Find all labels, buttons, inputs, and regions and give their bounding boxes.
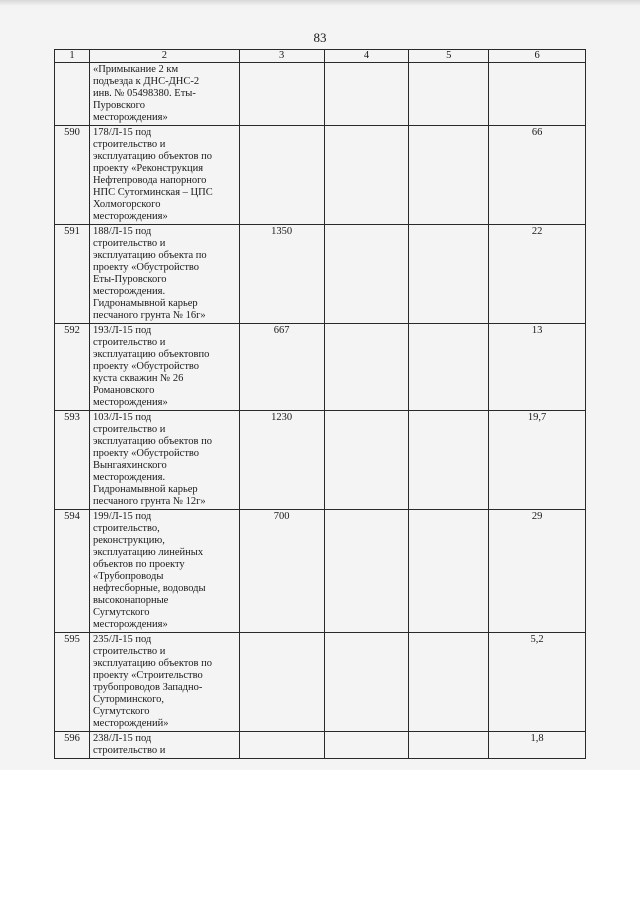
table-row [55,732,586,759]
row-col6: 5,2 [489,633,586,732]
row-description: 103/Л-15 под строительство и эксплуатацию объектов по проекту «Обустройство Вынгаяхинского месторождения. Гидронамывной карьер песчаного грунта № 12г» [89,411,239,510]
row-description: 188/Л-15 под строительство и эксплуатацию объекта по проекту «Обустройство Еты-Пуровского месторождения. Гидронамывной карьер песчаного грунта № 16г» [89,225,239,324]
row-number: 593 [55,411,90,510]
row-col3: 1230 [239,411,324,510]
scan-edge [0,0,640,6]
row-col6: 19,7 [489,411,586,510]
row-number [55,63,90,126]
row-col6: 29 [489,510,586,633]
row-col3: 667 [239,324,324,411]
row-col4 [324,510,409,633]
row-number: 591 [55,225,90,324]
row-description: 238/Л-15 под строительство и [89,732,239,759]
row-col5 [409,732,489,759]
row-col5 [409,225,489,324]
table-row [55,225,586,324]
row-description: «Примыкание 2 км подъезда к ДНС-ДНС-2 инв. № 05498380. Еты- Пуровского месторождения» [89,63,239,126]
column-header-6: 6 [489,50,586,63]
table-row [55,63,586,126]
row-number: 594 [55,510,90,633]
row-col3 [239,63,324,126]
row-description: 199/Л-15 под строительство, реконструкцию, эксплуатацию линейных объектов по проекту «Трубопроводы нефтесборные, водоводы высоконапорные Сугмутского месторождения» [89,510,239,633]
row-col6: 1,8 [489,732,586,759]
row-number: 596 [55,732,90,759]
row-col6: 13 [489,324,586,411]
row-description: 193/Л-15 под строительство и эксплуатацию объектовпо проекту «Обустройство куста скважин № 26 Романовского месторождения» [89,324,239,411]
table-row [55,633,586,732]
land-plots-table [54,49,586,759]
column-header-1: 1 [55,50,90,63]
row-description: 178/Л-15 под строительство и эксплуатацию объектов по проекту «Реконструкция Нефтепровода напорного НПС Сутorминская – ЦПС Холмогорского месторождения» [89,126,239,225]
row-col3: 700 [239,510,324,633]
row-col6 [489,63,586,126]
column-header-2: 2 [89,50,239,63]
row-col5 [409,633,489,732]
row-col3 [239,732,324,759]
column-header-4: 4 [324,50,409,63]
row-col4 [324,732,409,759]
column-header-5: 5 [409,50,489,63]
row-number: 595 [55,633,90,732]
table-header-row [55,50,586,63]
row-col4 [324,126,409,225]
row-col3: 1350 [239,225,324,324]
row-description: 235/Л-15 под строительство и эксплуатацию объектов по проекту «Строительство трубопроводов Западно- Суторминского, Сугмутского месторождений» [89,633,239,732]
row-col4 [324,225,409,324]
row-number: 592 [55,324,90,411]
row-col3 [239,126,324,225]
row-col4 [324,411,409,510]
table-row [55,126,586,225]
table-row [55,324,586,411]
row-col6: 22 [489,225,586,324]
row-col5 [409,126,489,225]
row-col3 [239,633,324,732]
row-col5 [409,411,489,510]
row-col5 [409,510,489,633]
row-number: 590 [55,126,90,225]
column-header-3: 3 [239,50,324,63]
page-number: 83 [313,30,327,45]
row-col4 [324,63,409,126]
blank-margin [0,770,640,905]
row-col5 [409,324,489,411]
table-row [55,510,586,633]
row-col4 [324,324,409,411]
row-col4 [324,633,409,732]
row-col6: 66 [489,126,586,225]
row-col5 [409,63,489,126]
table-row [55,411,586,510]
